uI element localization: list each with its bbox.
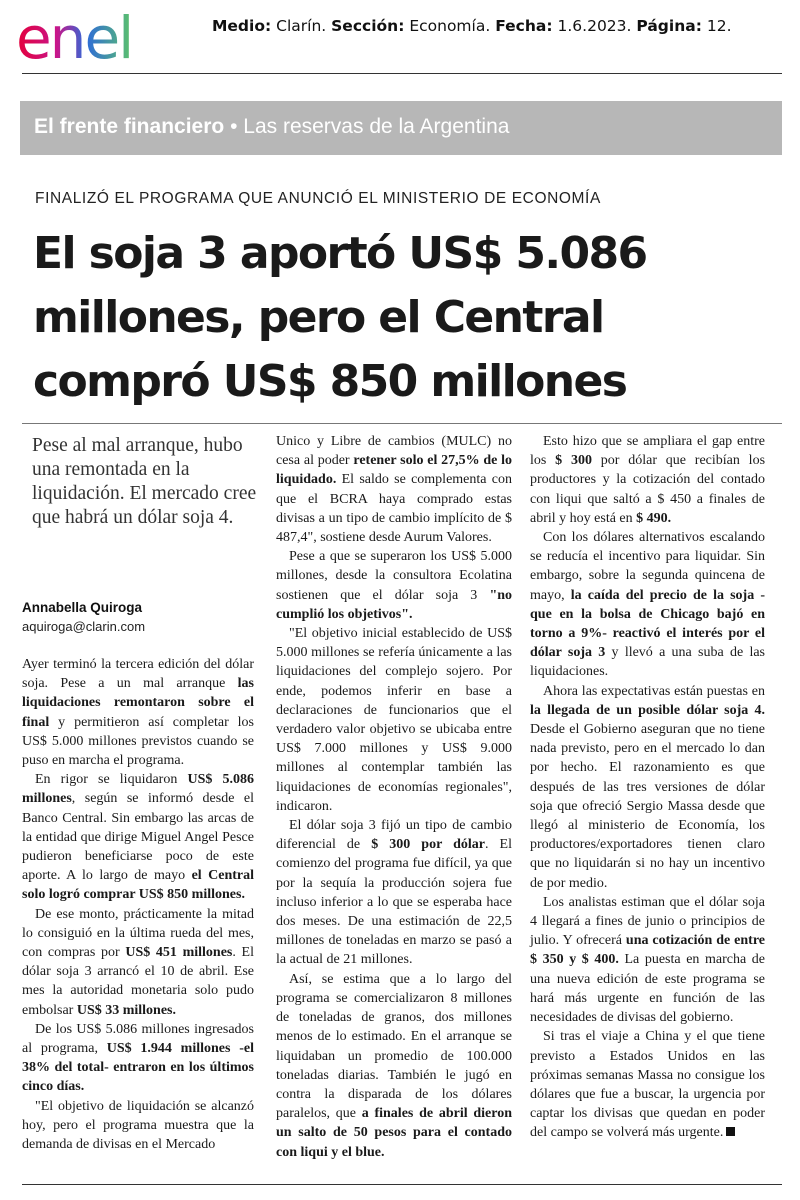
paragraph: Los analistas estiman que el dólar soja 4 llegará a fines de junio o principios de julio. Y ofrecerá una cotización de entre $ 350 y $ 400. La puesta en marcha de una nueva edición de este programa se hará más urgente en función de las necesidades de divisas del gobierno. [530, 894, 765, 1026]
enel-logo [16, 6, 181, 72]
paragraph: Ahora las expectativas están puestas en la llegada de un posible dólar soja 4. Desde el Gobierno aseguran que no tiene nada previsto, pero en el mercado lo dan por hecho. El razonamiento es que después de las tres versiones de dólar soja que ofreció Sergio Massa desde que llegó al ministerio de Economía, los productores/exportadores tienen claro que no liquidarán si no hay un incentivo de por medio. [530, 683, 765, 891]
author-name: Annabella Quiroga [22, 600, 143, 615]
seccion-value: Economía. [409, 17, 491, 35]
paragraph: Unico y Libre de cambios (MULC) no cesa al poder retener solo el 27,5% de lo liquidado. El saldo se complementa con que el BCRA haya comprado estas divisas a un tipo de cambio implícito de $ 487,4", sostiene desde Aurum Valores. [276, 434, 513, 546]
fecha-value: 1.6.2023. [557, 17, 632, 35]
section-band-text [34, 115, 509, 139]
headline-divider [22, 423, 782, 424]
section-topic: Las reservas de la Argentina [243, 115, 510, 138]
author-email: aquiroga@clarin.com [22, 619, 146, 634]
end-of-article-mark [726, 1127, 735, 1136]
paragraph: "El objetivo de liquidación se alcanzó hoy, pero el programa muestra que la demanda de divisas en el Mercado [22, 1098, 254, 1153]
paragraph: Si tras el viaje a China y el que tiene previsto a Estados Unidos en las próximas semanas Massa no consigue los dólares que fue a buscar, la urgencia por captar los divisas que quedan en poder del campo se volverá más urgente. [530, 1029, 765, 1141]
logo-wordmark: enel [16, 6, 133, 72]
paragraph: En rigor se liquidaron US$ 5.086 millones, según se informó desde el Banco Central. Sin embargo las arcas de la entidad que dirige Miguel Angel Pesce pudieron beneficiarse poco de este aporte. A lo largo de mayo el Central solo logró comprar US$ 850 millones. [22, 772, 255, 903]
paragraph: De ese monto, prácticamente la mitad lo consiguió en la última rueda del mes, con compras por US$ 451 millones. El dólar soja 3 arrancó el 10 de abril. Ese mes la autoridad monetaria solo pudo embolsar US$ 33 millones. [22, 906, 254, 1018]
paragraph: De los US$ 5.086 millones ingresados al programa, US$ 1.944 millones -el 38% del total- entraron en los últimos cinco días. [22, 1021, 254, 1095]
seccion-label: Sección: [331, 17, 405, 35]
clipping-meta [212, 17, 732, 35]
paragraph: Así, se estima que a lo largo del programa se comercializaron 8 millones de toneladas de granos, dos millones menos de lo estimado. En el arranque se liquidaban un promedio de 100.000 toneladas diarias. También le jugó en contra la disparada de los dólares paralelos, que a finales de abril dieron un salto de 50 pesos para el contado con liqui y el blue. [276, 971, 512, 1160]
section-name: El frente financiero [34, 115, 225, 138]
article-column-1 [22, 655, 254, 1154]
article-kicker: FINALIZÓ EL PROGRAMA QUE ANUNCIÓ EL MINISTERIO DE ECONOMÍA [35, 190, 601, 207]
medio-label: Medio: [212, 17, 272, 35]
bottom-divider [22, 1184, 782, 1185]
section-band [20, 101, 782, 155]
pagina-label: Página: [636, 17, 702, 35]
paragraph: Ayer terminó la tercera edición del dólar soja. Pese a un mal arranque las liquidaciones remontaron sobre el final y permitieron así completar los US$ 5.000 millones previstos cuando se puso en marcha el programa. [22, 657, 254, 769]
paragraph: Pese a que se superaron los US$ 5.000 millones, desde la consultora Ecolatina sostienen que el dólar soja 3 "no cumplió los objetivos". [276, 549, 512, 622]
top-divider [22, 73, 782, 74]
section-separator: • [230, 115, 238, 138]
article-lead: Pese al mal arranque, hubo una remontada en la liquidación. El mercado cree que habrá un dólar soja 4. [32, 435, 257, 528]
paragraph: El dólar soja 3 fijó un tipo de cambio diferencial de $ 300 por dólar. El comienzo del programa fue difícil, ya que por la sequía la producción sojera fue incluso inferior a lo que se esperaba hace dos meses. De una estimación de 22,5 millones de toneladas en marzo se pasó a la actual de 21 millones. [276, 818, 512, 968]
paragraph: "El objetivo inicial establecido de US$ 5.000 millones se refería únicamente a las liquidaciones del complejo sojero. Por ende, podemos inferir en base a declaraciones de funcionarios que el verdadero valor objetivo se ubicaba entre US$ 7.000 millones y US$ 9.000 millones al contemplar también las liquidaciones de economías regionales", indicaron. [276, 626, 512, 814]
article-column-2 [276, 432, 512, 1162]
pagina-value: 12. [706, 17, 732, 35]
paragraph: Con los dólares alternativos escalando se reducía el incentivo para liquidar. Sin embargo, sobre la segunda quincena de mayo, la caída del precio de la soja -que en la bolsa de Chicago bajó en torno a 9%- reactivó el interés por el dólar soja 3 y llevó a una suba de las liquidaciones. [530, 530, 765, 680]
medio-value: Clarín. [276, 17, 327, 35]
article-headline: El soja 3 aportó US$ 5.086 millones, pero el Central compró US$ 850 millones [33, 228, 647, 407]
paragraph: Esto hizo que se ampliara el gap entre los $ 300 por dólar que recibían los productores y la cotización del contado con liqui que saltó a $ 450 a finales de abril y hoy está en $ 490. [530, 434, 766, 526]
fecha-label: Fecha: [495, 17, 553, 35]
article-column-3 [530, 432, 765, 1143]
